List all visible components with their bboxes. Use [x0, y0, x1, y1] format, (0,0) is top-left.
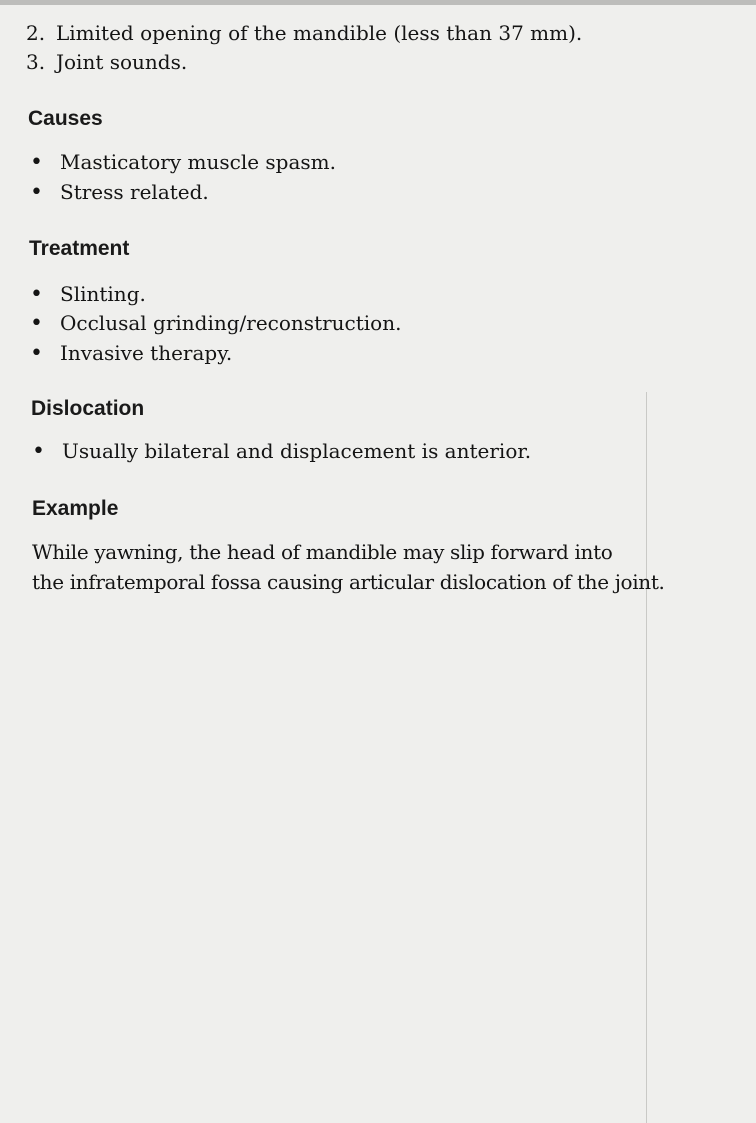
list-item — [30, 309, 401, 338]
list-number: 2. — [26, 21, 46, 45]
list-item — [30, 280, 146, 309]
paragraph-line: While yawning, the head of mandible may slip forward into — [32, 540, 613, 564]
list-text: Masticatory muscle spasm. — [60, 150, 336, 174]
section-heading-example: Example — [32, 497, 119, 520]
section-heading-causes: Causes — [28, 107, 103, 130]
list-item — [26, 48, 187, 76]
bullet-icon: • — [30, 311, 43, 336]
section-heading-dislocation: Dislocation — [31, 397, 145, 420]
list-text: Joint sounds. — [56, 50, 188, 74]
list-text: Invasive therapy. — [60, 341, 233, 365]
list-item — [30, 339, 232, 368]
list-item — [32, 437, 531, 466]
list-text: Limited opening of the mandible (less than 37 mm). — [56, 21, 583, 45]
list-item — [30, 148, 336, 177]
list-text: Slinting. — [60, 282, 146, 306]
list-text: Stress related. — [60, 180, 209, 204]
list-item — [26, 19, 582, 47]
paragraph-line: the infratemporal fossa causing articular dislocation of the joint. — [32, 570, 665, 594]
list-text: Usually bilateral and displacement is anterior. — [62, 439, 532, 463]
bullet-icon: • — [30, 341, 43, 366]
bullet-icon: • — [30, 282, 43, 307]
section-heading-treatment: Treatment — [29, 237, 130, 260]
bullet-icon: • — [32, 439, 45, 464]
bullet-icon: • — [30, 150, 43, 175]
list-number: 3. — [26, 50, 46, 74]
bullet-icon: • — [30, 180, 43, 205]
list-text: Occlusal grinding/reconstruction. — [60, 311, 402, 335]
list-item — [30, 178, 209, 207]
